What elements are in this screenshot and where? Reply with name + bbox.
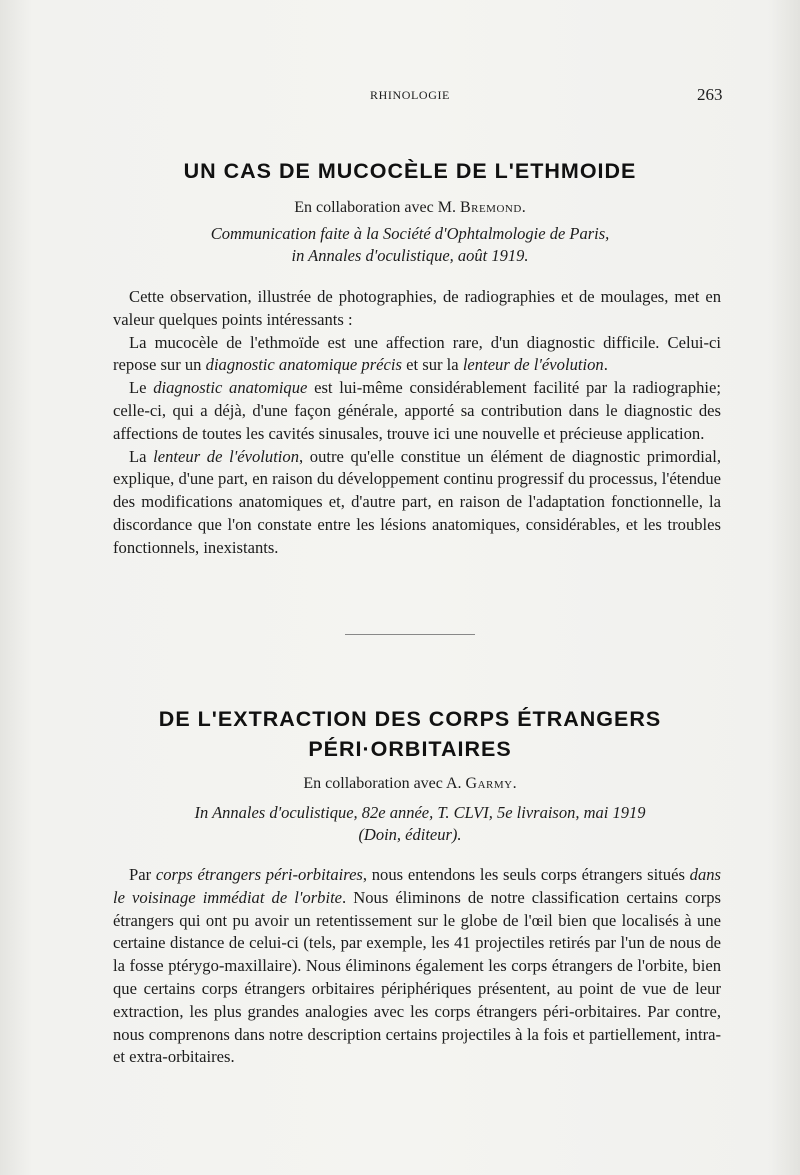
section-divider bbox=[345, 634, 475, 635]
article1-collab-name: Bremond bbox=[459, 199, 522, 216]
article1-p2-text-a: La mucocèle de l'ethmoïde est une affection rare, d'un diagnostic difficile. Celui-ci repose sur un bbox=[113, 332, 721, 375]
article2-paragraph-1 bbox=[113, 864, 721, 1069]
article2-title-line2: PÉRI·ORBITAIRES bbox=[308, 737, 512, 761]
article2-collab-name: Garmy bbox=[465, 775, 513, 792]
article2-body bbox=[113, 864, 721, 1069]
article2-p1-text-a: Par bbox=[129, 865, 156, 884]
article2-collab-suffix: . bbox=[512, 775, 517, 792]
article2-p1-emphasis-2: dans le voisinage immédiat de l'orbite bbox=[113, 865, 721, 907]
article1-p2-emphasis-2: lenteur de l'évolution bbox=[462, 355, 604, 375]
article2-source-line1: In Annales d'oculistique, 82e année, T. CLVI, 5e livraison, mai 1919 bbox=[194, 803, 646, 822]
article1-p4-text-b: , outre qu'elle constitue un élément de diagnostic primordial, explique, d'une part, en raison du développement continu progressif du processus, l'étendue des modifications anatomiques et, d'autre part, en raison de l'adaptation fonctionnelle, la discordance que l'on constate entre les lésions anatomiques, considérables, et les troubles fonctionnels, inexistants. bbox=[113, 446, 721, 557]
article2-collaboration bbox=[100, 772, 720, 796]
article1-body bbox=[113, 286, 721, 560]
article1-p2-emphasis-1: diagnostic anatomique précis bbox=[205, 355, 402, 375]
article1-title: UN CAS DE MUCOCÈLE DE L'ETHMOIDE bbox=[183, 159, 637, 183]
article1-collab-prefix: En collaboration avec M. bbox=[294, 199, 456, 216]
article1-paragraph-1: Cette observation, illustrée de photographies, de radiographies et de moulages, met en valeur quelques points intéressants : bbox=[113, 287, 721, 329]
article2-source-line2: (Doin, éditeur). bbox=[358, 825, 462, 844]
article1-paragraph-4 bbox=[113, 446, 721, 560]
article2-title-line1: DE L'EXTRACTION DES CORPS ÉTRANGERS bbox=[158, 707, 662, 731]
article2-p1-emphasis-1: corps étrangers péri-orbitaires bbox=[155, 865, 363, 884]
article1-communication-line2: in Annales d'oculistique, août 1919. bbox=[291, 246, 529, 265]
article1-paragraph-2 bbox=[113, 332, 721, 378]
article1-paragraph-3 bbox=[113, 377, 721, 445]
article2-collab-prefix: En collaboration avec A. bbox=[303, 775, 462, 792]
article1-collab-suffix: . bbox=[521, 199, 526, 216]
article1-p3-emphasis: diagnostic anatomique bbox=[153, 378, 308, 398]
article1-p3-text-b: est lui-même considérablement facilité par la radiographie; celle-ci, qui a déjà, d'une façon générale, apporté sa contribution dans le diagnostic des affections de toutes les cavités sinusales, trouve ici une nouvelle et précieuse application. bbox=[113, 378, 721, 443]
article1-p4-emphasis: lenteur de l'évolution bbox=[153, 446, 300, 466]
article2-p1-text-b: , nous entendons les seuls corps étrangers situés bbox=[362, 865, 690, 884]
article1-p2-text-b: et sur la bbox=[401, 355, 463, 375]
page-number: 263 bbox=[697, 85, 723, 104]
running-title: RHINOLOGIE bbox=[370, 88, 450, 102]
article1-p4-text-a: La bbox=[129, 446, 154, 466]
article2-p1-text-c: . Nous éliminons de notre classification certains corps étrangers qui ont pu avoir un retentissement sur le globe de l'œil bien que localisés à une certaine distance de celui-ci (tels, par exemple, les 41 projectiles retirés par l'un de nous de la fosse ptérygo-maxillaire). Nous éliminons également les corps étrangers de l'orbite, bien que certains corps étrangers orbitaires périphériques présentent, au point de vue de leur extraction, les plus grandes analogies avec les corps étrangers péri-orbitaires. Par contre, nous comprenons dans notre description certains projectiles à la fois et partiellement, intra- et extra-orbitaires. bbox=[113, 887, 721, 1067]
article1-communication-line1: Communication faite à la Société d'Ophtalmologie de Paris, bbox=[210, 224, 610, 243]
article1-p2-text-c: . bbox=[603, 355, 608, 375]
article1-p3-text-a: Le bbox=[129, 378, 154, 398]
article1-collaboration bbox=[100, 196, 720, 220]
running-head bbox=[0, 85, 800, 108]
